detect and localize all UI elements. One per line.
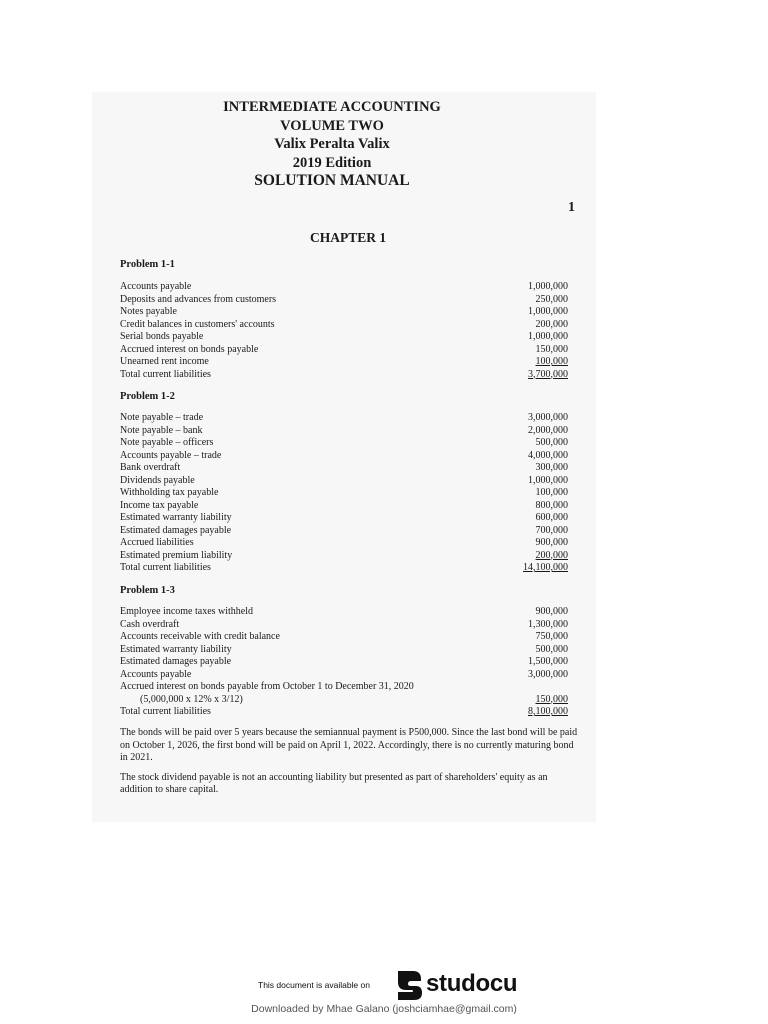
row-label: Accrued liabilities	[120, 537, 194, 548]
row-amount: 600,000	[535, 512, 568, 523]
book-volume: VOLUME TWO	[280, 117, 384, 134]
total-row	[120, 706, 568, 719]
available-on-text: This document is available on	[258, 980, 370, 990]
table-row	[120, 356, 568, 369]
table-row	[120, 606, 568, 619]
studocu-logo-text[interactable]: studocu	[426, 970, 518, 997]
row-amount: 150,000	[535, 693, 568, 705]
row-amount: 3,000,000	[528, 668, 568, 680]
table-row	[120, 412, 568, 425]
row-amount: 100,000	[535, 356, 568, 367]
total-amount: 8,100,000	[528, 706, 568, 717]
table-row	[120, 281, 568, 294]
row-amount: 1,000,000	[528, 281, 568, 292]
table-row	[120, 669, 568, 682]
explanation-notes	[120, 727, 582, 804]
book-edition: 2019 Edition	[292, 154, 372, 171]
row-amount: 900,000	[535, 606, 568, 617]
row-label: Estimated warranty liability	[120, 512, 232, 523]
row-amount: 100,000	[535, 487, 568, 498]
chapter-heading: CHAPTER 1	[310, 230, 387, 245]
row-amount: 150,000	[535, 343, 568, 355]
table-row	[120, 694, 568, 707]
row-amount: 800,000	[535, 499, 568, 511]
row-amount: 300,000	[535, 462, 568, 473]
table-row	[120, 344, 568, 357]
row-amount: 1,300,000	[528, 618, 568, 630]
total-amount: 3,700,000	[528, 368, 568, 380]
table-row	[120, 462, 568, 475]
row-label: Accounts payable	[120, 281, 192, 292]
row-label: Accrued interest on bonds payable	[120, 343, 259, 355]
row-label: Accrued interest on bonds payable from October 1 to December 31, 2020	[120, 681, 414, 692]
table-row	[120, 631, 568, 644]
row-label: Total current liabilities	[120, 706, 211, 717]
table-row	[120, 619, 568, 632]
row-label: Cash overdraft	[120, 618, 180, 630]
row-amount: 250,000	[535, 293, 568, 305]
problem-heading: Problem 1-3	[120, 585, 175, 596]
total-amount: 14,100,000	[523, 562, 568, 573]
row-label: Employee income taxes withheld	[120, 606, 254, 617]
row-label: Income tax payable	[120, 499, 199, 511]
book-title: INTERMEDIATE ACCOUNTING	[223, 99, 441, 115]
row-label: Serial bonds payable	[120, 331, 204, 342]
row-amount: 1,000,000	[528, 331, 568, 342]
row-amount: 500,000	[535, 643, 568, 655]
row-label: Accounts receivable with credit balance	[120, 631, 280, 642]
table-row	[120, 512, 568, 525]
row-label: Notes payable	[120, 306, 177, 317]
row-label: Note payable – officers	[120, 437, 214, 448]
row-label: Withholding tax payable	[120, 487, 219, 498]
row-label: Total current liabilities	[120, 368, 211, 380]
row-amount: 1,500,000	[528, 656, 568, 667]
row-label: Unearned rent income	[120, 356, 209, 367]
note-paragraph: The bonds will be paid over 5 years because the semiannual payment is P500,000. Since the last bond will be paid on October 1, 2026, the first bond will be paid on April 1, 2022. Accordingly, there is no currently maturing bond in 2021.	[120, 727, 578, 763]
row-amount: 900,000	[535, 537, 568, 548]
problem-1-1-table	[120, 281, 568, 381]
row-label: Estimated damages payable	[120, 656, 232, 667]
row-amount: 3,000,000	[528, 412, 568, 423]
row-amount: 200,000	[535, 549, 568, 561]
studocu-logo-icon[interactable]	[394, 969, 424, 1001]
table-row	[120, 500, 568, 513]
table-row	[120, 294, 568, 307]
row-amount: 750,000	[535, 631, 568, 642]
book-subtitle: SOLUTION MANUAL	[254, 172, 410, 189]
table-row	[120, 450, 568, 463]
table-row	[120, 425, 568, 438]
table-row	[120, 475, 568, 488]
row-label: Dividends payable	[120, 474, 195, 486]
row-label: Accounts payable	[120, 668, 192, 680]
problem-heading: Problem 1-1	[120, 259, 175, 270]
table-row	[120, 306, 568, 319]
row-label: Credit balances in customers' accounts	[120, 318, 275, 330]
table-row	[120, 437, 568, 450]
problem-heading: Problem 1-2	[120, 391, 175, 402]
row-amount: 700,000	[535, 524, 568, 536]
table-row	[120, 644, 568, 657]
table-row	[120, 681, 568, 694]
row-label: Bank overdraft	[120, 462, 181, 473]
table-row	[120, 331, 568, 344]
row-label: Estimated premium liability	[120, 549, 233, 561]
table-row	[120, 487, 568, 500]
row-amount: 4,000,000	[528, 449, 568, 461]
table-row	[120, 525, 568, 538]
book-authors: Valix Peralta Valix	[274, 136, 390, 152]
row-label: Note payable – trade	[120, 412, 204, 423]
row-amount: 1,000,000	[528, 474, 568, 486]
downloaded-by-text: Downloaded by Mhae Galano (joshciamhae@gmail.com)	[251, 1003, 517, 1015]
page-number: 1	[568, 200, 575, 215]
problem-1-2-table	[120, 412, 568, 575]
table-row	[120, 656, 568, 669]
total-row	[120, 562, 568, 575]
note-paragraph: The stock dividend payable is not an accounting liability but presented as part of shareholders' equity as an addition to share capital.	[120, 771, 548, 795]
row-label: Total current liabilities	[120, 562, 211, 573]
row-amount: 2,000,000	[528, 424, 568, 436]
row-label: Estimated warranty liability	[120, 643, 232, 655]
title-block	[92, 98, 596, 191]
row-amount: 500,000	[535, 437, 568, 448]
row-amount: 200,000	[535, 318, 568, 330]
row-label: Estimated damages payable	[120, 524, 232, 536]
row-label: (5,000,000 x 12% x 3/12)	[140, 693, 243, 705]
table-row	[120, 537, 568, 550]
row-label: Accounts payable – trade	[120, 449, 222, 461]
table-row	[120, 550, 568, 563]
problem-1-3-table	[120, 606, 568, 719]
total-row	[120, 369, 568, 382]
row-label: Deposits and advances from customers	[120, 293, 277, 305]
row-label: Note payable – bank	[120, 424, 203, 436]
row-amount: 1,000,000	[528, 306, 568, 317]
table-row	[120, 319, 568, 332]
